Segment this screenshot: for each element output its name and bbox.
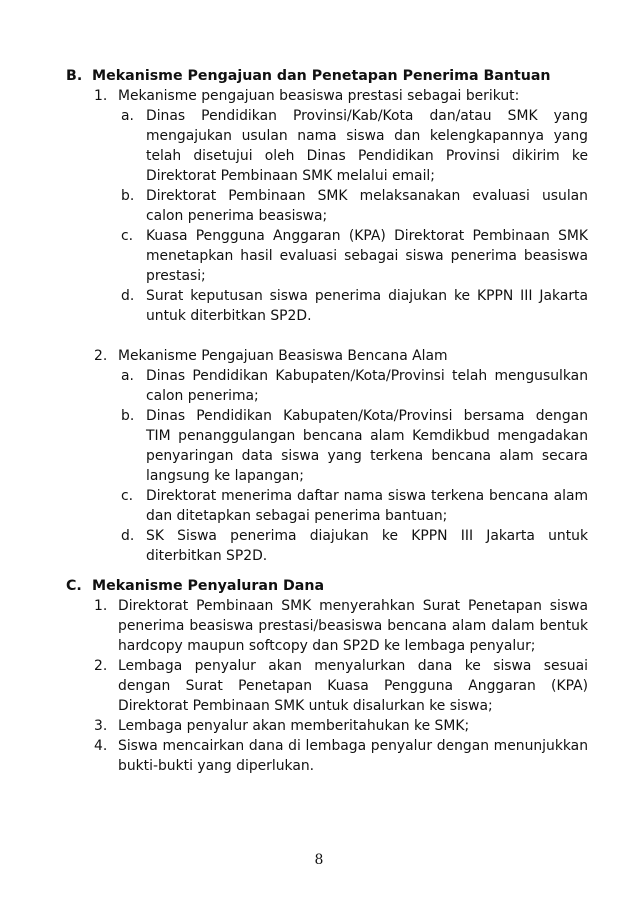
b-1-subitem-a <box>121 106 588 186</box>
list-item-text: Direktorat Pembinaan SMK menyerahkan Surat Penetapan siswa penerima beasiswa prestasi/beasiswa bencana alam dalam bentuk hardcopy maupun softcopy dan SP2D ke lembaga penyalur; <box>118 598 588 654</box>
list-item-text: Siswa mencairkan dana di lembaga penyalur dengan menunjukkan bukti-bukti yang diperlukan. <box>118 738 588 774</box>
list-item-text: Mekanisme pengajuan beasiswa prestasi sebagai berikut: <box>118 88 520 104</box>
page-number: 8 <box>314 852 324 868</box>
list-item-text: Direktorat Pembinaan SMK melaksanakan evaluasi usulan calon penerima beasiswa; <box>146 188 588 224</box>
list-item-text: Surat keputusan siswa penerima diajukan ke KPPN III Jakarta untuk diterbitkan SP2D. <box>146 288 588 324</box>
list-marker: 3. <box>94 718 108 734</box>
list-item-text: Dinas Pendidikan Provinsi/Kab/Kota dan/atau SMK yang mengajukan usulan nama siswa dan kelengkapannya yang telah disetujui oleh Dinas Pendidikan Provinsi dikirim ke Direktorat Pembinaan SMK melalui email; <box>146 108 588 184</box>
list-marker: 2. <box>94 658 108 674</box>
list-marker: 1. <box>94 598 108 614</box>
list-marker: d. <box>121 528 135 544</box>
list-marker: a. <box>121 368 134 384</box>
b-2-subitem-a <box>121 366 588 406</box>
b-2-subitem-d <box>121 526 588 566</box>
section-c-title: Mekanisme Penyaluran Dana <box>92 578 325 594</box>
b-2-subitem-b <box>121 406 588 486</box>
b-1-subitem-b <box>121 186 588 226</box>
c-item-3 <box>94 716 588 736</box>
list-marker: 1. <box>94 88 108 104</box>
list-item-text: SK Siswa penerima diajukan ke KPPN III Jakarta untuk diterbitkan SP2D. <box>146 528 588 564</box>
section-b-label: B. <box>66 68 83 84</box>
list-item-text: Mekanisme Pengajuan Beasiswa Bencana Alam <box>118 348 448 364</box>
b-2-subitem-c <box>121 486 588 526</box>
list-item-text: Dinas Pendidikan Kabupaten/Kota/Provinsi bersama dengan TIM penanggulangan bencana alam Kemdikbud mengadakan penyaringan data siswa yang terkena bencana alam secara langsung ke lapangan; <box>146 408 588 484</box>
section-b-heading <box>66 66 551 86</box>
c-item-4 <box>94 736 588 776</box>
list-item-text: Direktorat menerima daftar nama siswa terkena bencana alam dan ditetapkan sebagai penerima bantuan; <box>146 488 588 524</box>
list-marker: d. <box>121 288 135 304</box>
list-marker: 2. <box>94 348 108 364</box>
c-item-2 <box>94 656 588 716</box>
section-c-heading <box>66 576 324 596</box>
list-item-text: Lembaga penyalur akan memberitahukan ke SMK; <box>118 718 470 734</box>
list-marker: a. <box>121 108 134 124</box>
list-item-text: Dinas Pendidikan Kabupaten/Kota/Provinsi telah mengusulkan calon penerima; <box>146 368 588 404</box>
b-1-subitem-d <box>121 286 588 326</box>
list-marker: c. <box>121 488 134 504</box>
list-marker: 4. <box>94 738 108 754</box>
list-marker: b. <box>121 188 135 204</box>
b-item-2 <box>94 346 588 366</box>
list-item-text: Lembaga penyalur akan menyalurkan dana ke siswa sesuai dengan Surat Penetapan Kuasa Pengguna Anggaran (KPA) Direktorat Pembinaan SMK untuk disalurkan ke siswa; <box>118 658 588 714</box>
list-item-text: Kuasa Pengguna Anggaran (KPA) Direktorat Pembinaan SMK menetapkan hasil evaluasi sebagai siswa penerima beasiswa prestasi; <box>146 228 588 284</box>
list-marker: c. <box>121 228 134 244</box>
b-1-subitem-c <box>121 226 588 286</box>
section-b-title: Mekanisme Pengajuan dan Penetapan Penerima Bantuan <box>92 68 551 84</box>
section-c-label: C. <box>66 578 82 594</box>
list-marker: b. <box>121 408 135 424</box>
b-item-1 <box>94 86 588 106</box>
c-item-1 <box>94 596 588 656</box>
